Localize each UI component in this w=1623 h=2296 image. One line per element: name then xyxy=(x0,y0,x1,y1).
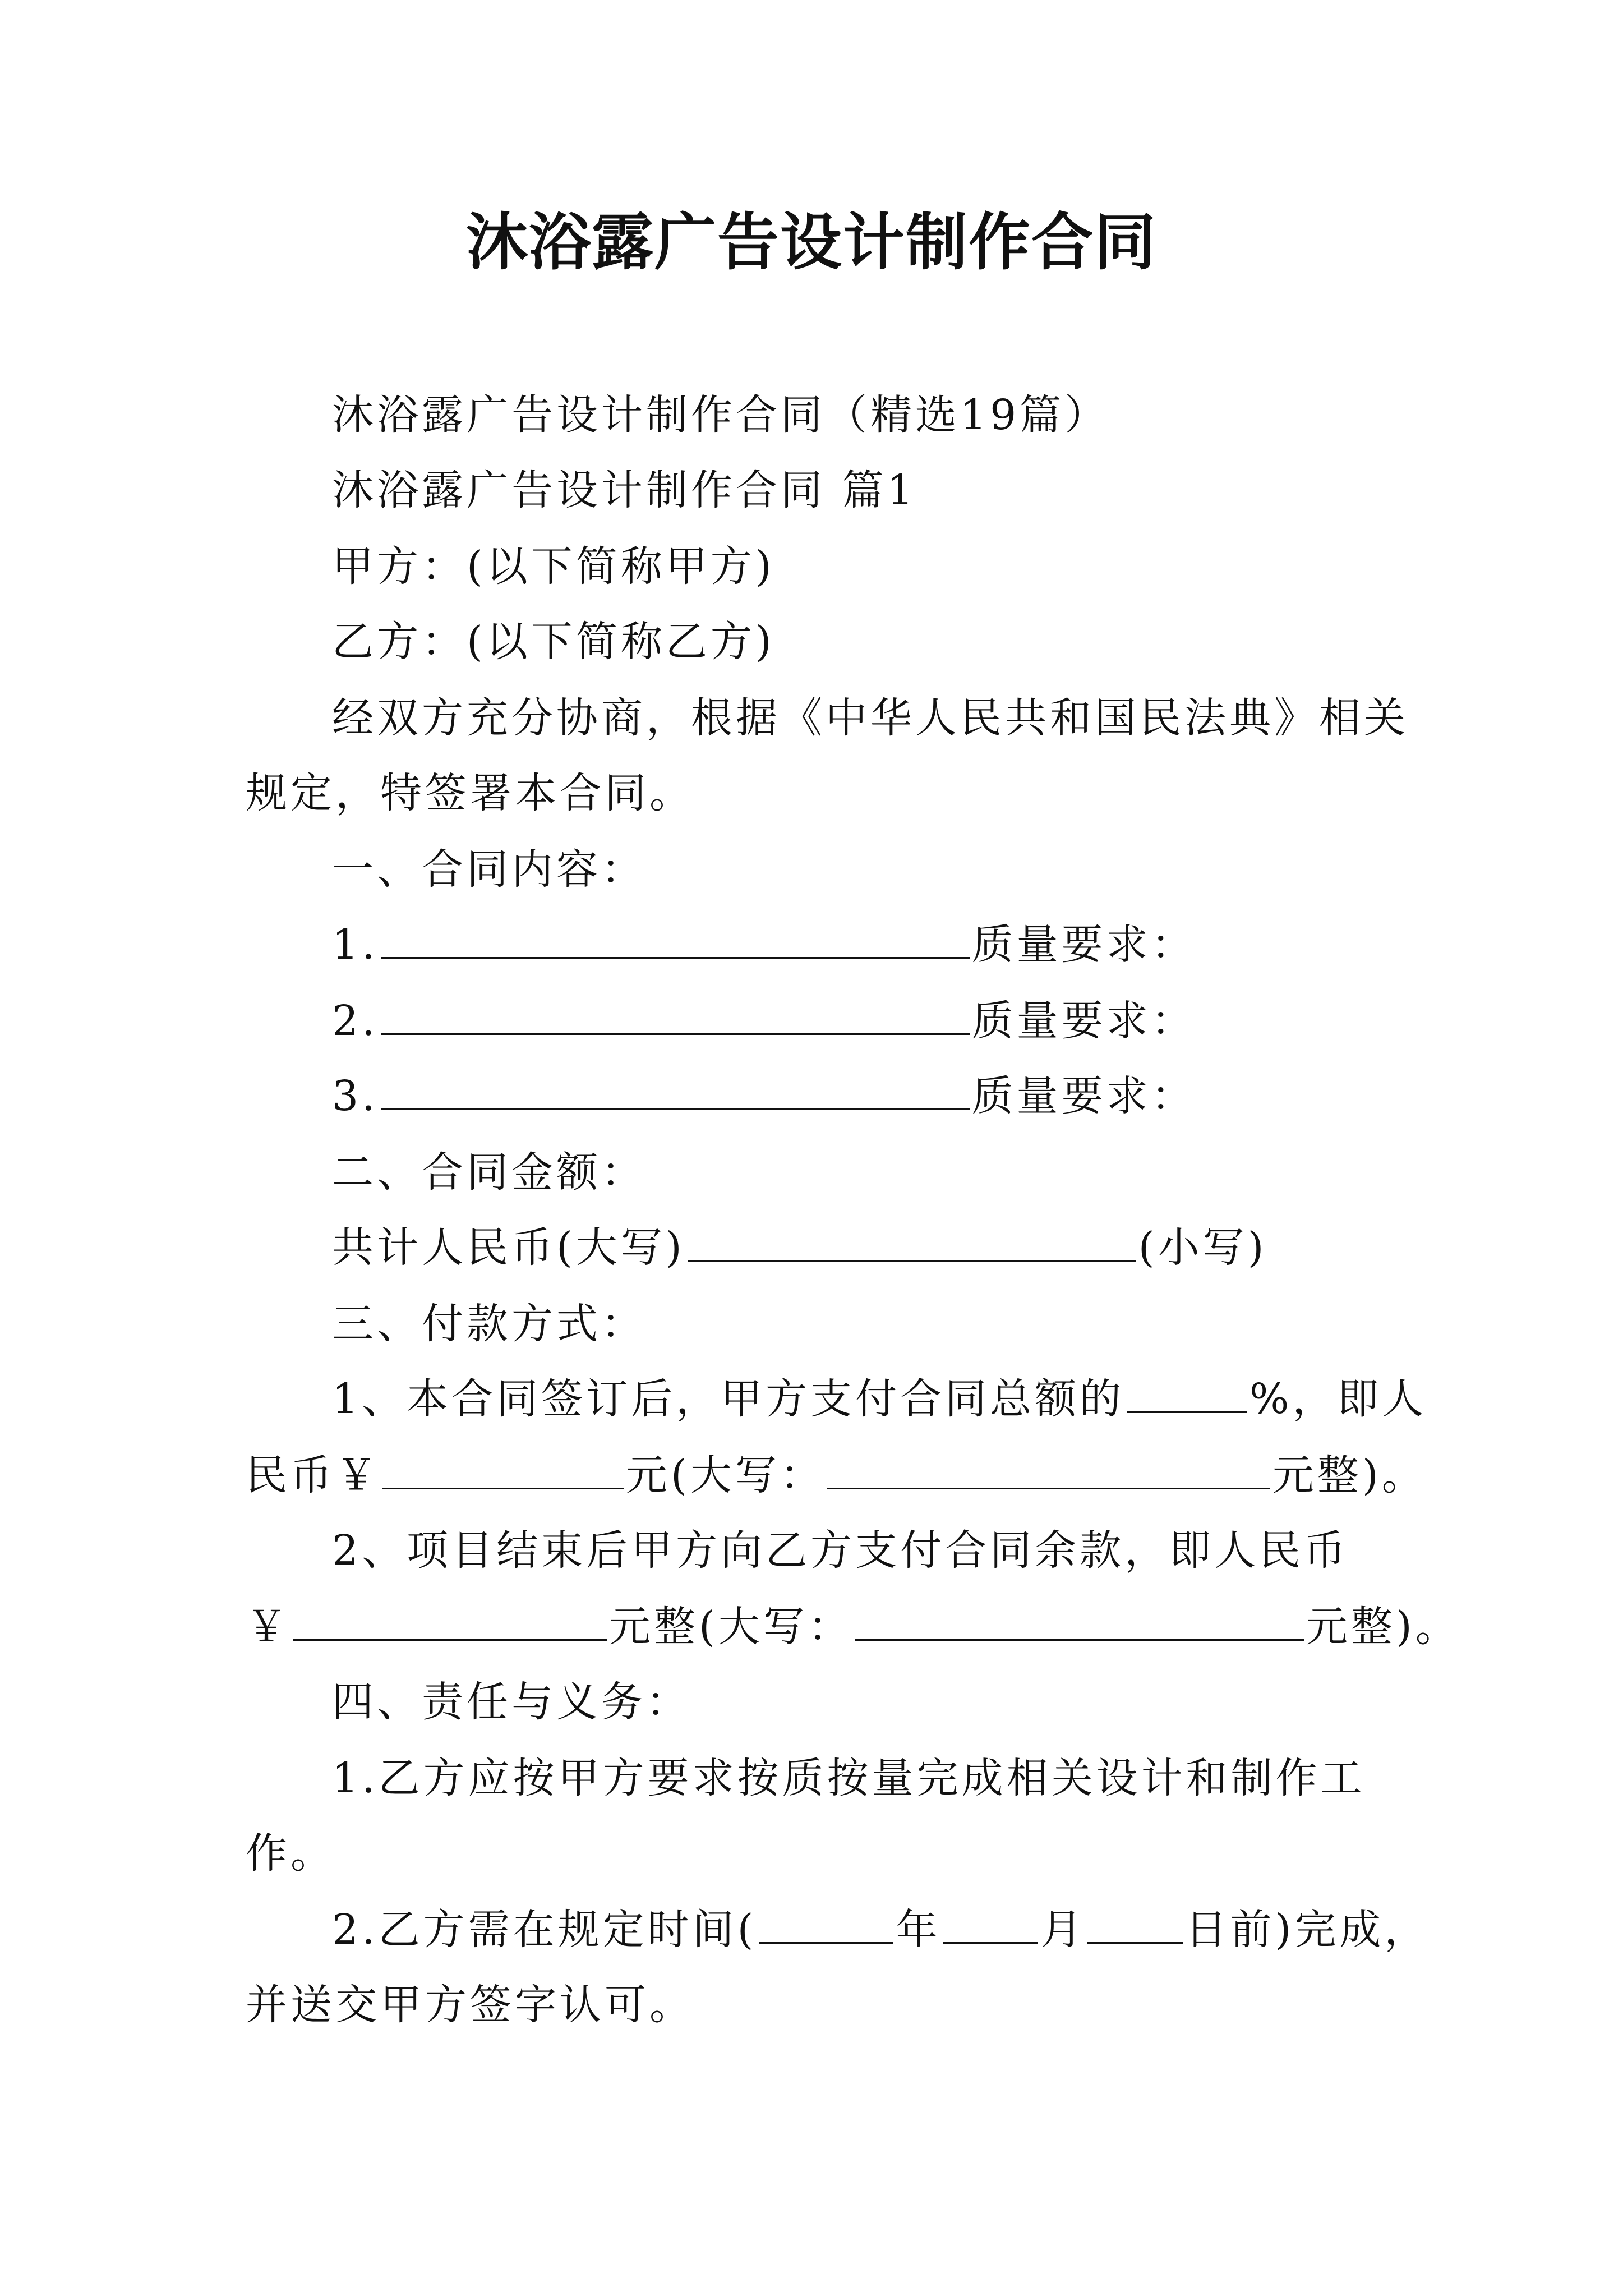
fill-blank[interactable] xyxy=(381,1073,970,1110)
payment-text: ￥ xyxy=(246,1603,291,1651)
content-item-row xyxy=(332,1068,1196,1124)
fill-blank[interactable] xyxy=(382,1452,624,1489)
quality-label: 质量要求： xyxy=(971,1072,1196,1120)
payment-text: 元(大写： xyxy=(626,1451,825,1499)
fill-blank[interactable] xyxy=(688,1224,1136,1262)
fill-blank[interactable] xyxy=(943,1906,1038,1944)
payment-text: 元整(大写： xyxy=(609,1603,853,1651)
paragraph-line: 2、项目结束后甲方向乙方支付合同余款，即人民币 xyxy=(332,1526,1349,1575)
section-heading: 沐浴露广告设计制作合同 篇1 xyxy=(332,466,917,514)
paragraph-line: 经双方充分协商，根据《中华人民共和国民法典》相关 xyxy=(332,694,1409,742)
clause-heading: 一、合同内容： xyxy=(332,845,646,894)
content-item-row xyxy=(332,993,1196,1049)
fill-blank[interactable] xyxy=(381,921,970,959)
subtitle-line: 沐浴露广告设计制作合同（精选19篇） xyxy=(332,391,1110,439)
party-b-line: 乙方：(以下简称乙方) xyxy=(332,618,775,666)
payment-text: 民币￥ xyxy=(246,1451,380,1499)
document-title: 沐浴露广告设计制作合同 xyxy=(466,206,1157,278)
clause-heading: 四、责任与义务： xyxy=(332,1678,691,1726)
item-number: 2. xyxy=(332,997,379,1045)
amount-lower-label: (小写) xyxy=(1138,1223,1267,1272)
amount-upper-label: 共计人民币(大写) xyxy=(332,1223,685,1272)
quality-label: 质量要求： xyxy=(971,921,1196,969)
paragraph-line: 1.乙方应按甲方要求按质按量完成相关设计和制作工 xyxy=(332,1754,1366,1802)
payment-text: 1、本合同签订后，甲方支付合同总额的 xyxy=(332,1375,1125,1423)
quality-label: 质量要求： xyxy=(971,997,1196,1045)
deadline-text: 日前)完成， xyxy=(1185,1906,1430,1954)
payment-text: 元整)。 xyxy=(1306,1603,1460,1651)
fill-blank[interactable] xyxy=(855,1603,1304,1641)
fill-blank[interactable] xyxy=(293,1603,607,1641)
clause-heading: 三、付款方式： xyxy=(332,1300,646,1348)
fill-blank[interactable] xyxy=(759,1906,893,1944)
deadline-row xyxy=(332,1902,1429,1958)
payment-row xyxy=(246,1599,1460,1655)
fill-blank[interactable] xyxy=(827,1452,1270,1489)
deadline-text: 2.乙方需在规定时间( xyxy=(332,1906,757,1954)
item-number: 1. xyxy=(332,921,379,969)
paragraph-line: 作。 xyxy=(246,1829,335,1878)
party-a-line: 甲方：(以下简称甲方) xyxy=(332,542,775,591)
payment-row xyxy=(246,1447,1427,1503)
amount-row xyxy=(332,1220,1267,1276)
payment-row xyxy=(332,1371,1427,1427)
fill-blank[interactable] xyxy=(1127,1375,1247,1413)
content-item-row xyxy=(332,917,1196,973)
paragraph-line: 规定，特签署本合同。 xyxy=(246,769,694,817)
paragraph-line: 并送交甲方签字认可。 xyxy=(246,1981,694,2029)
payment-text: 元整)。 xyxy=(1272,1451,1427,1499)
deadline-text: 月 xyxy=(1040,1906,1086,1954)
clause-heading: 二、合同金额： xyxy=(332,1148,646,1197)
payment-text: %，即人 xyxy=(1249,1375,1427,1423)
fill-blank[interactable] xyxy=(1087,1906,1183,1944)
fill-blank[interactable] xyxy=(381,997,970,1035)
deadline-text: 年 xyxy=(896,1906,941,1954)
item-number: 3. xyxy=(332,1072,379,1120)
